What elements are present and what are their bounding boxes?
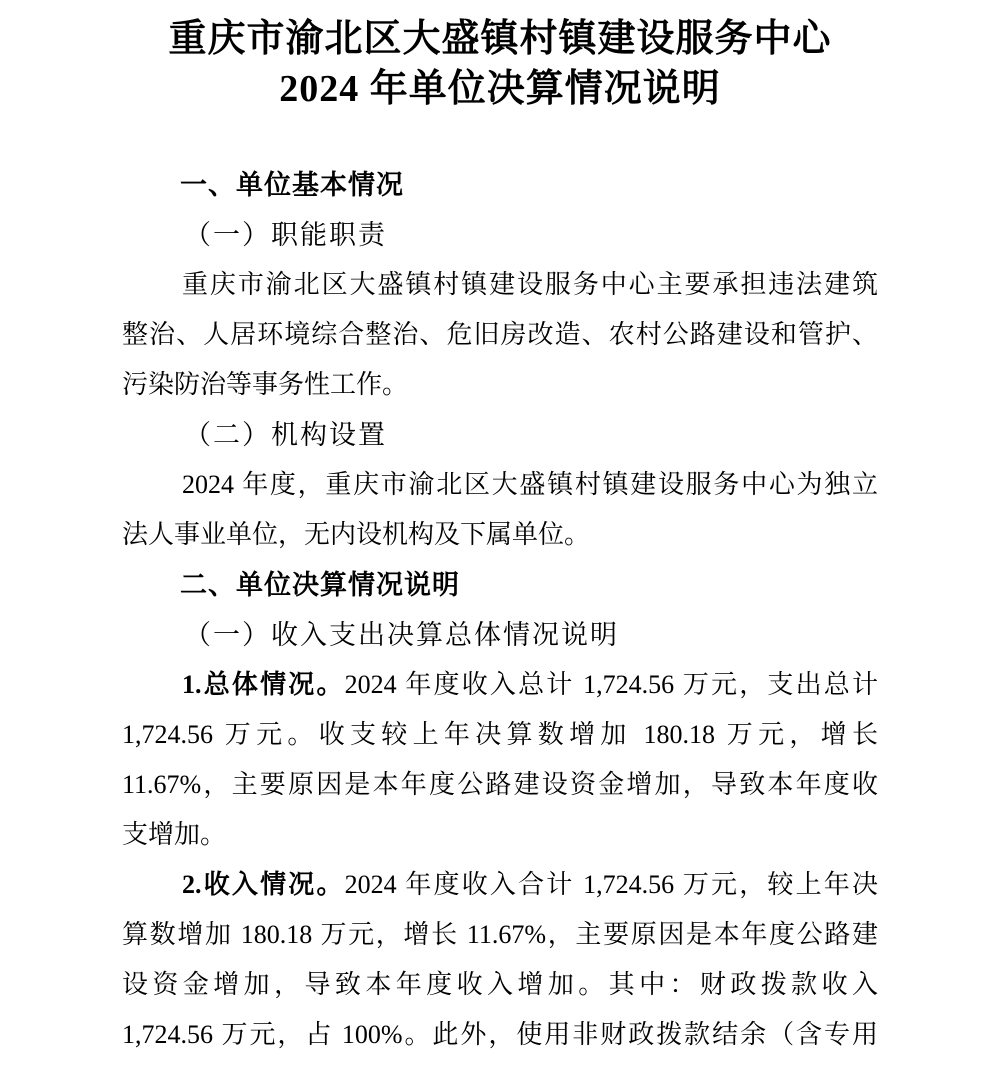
text-run: 支增加。 xyxy=(122,820,227,849)
text-line xyxy=(122,660,878,710)
text-run: 设资金增加，导致本年度收入增加。其中：财政拨款收入 xyxy=(122,970,878,999)
text-line xyxy=(122,460,878,510)
text-line xyxy=(122,360,878,410)
text-line xyxy=(122,710,878,760)
text-line xyxy=(122,760,878,810)
document-body xyxy=(122,160,878,1060)
paragraph xyxy=(122,860,878,1060)
sub-heading: （一）职能职责 xyxy=(184,220,387,250)
section-heading: 一、单位基本情况 xyxy=(180,170,404,200)
title-line-1: 重庆市渝北区大盛镇村镇建设服务中心 xyxy=(168,18,832,60)
text-run: 污染防治等事务性工作。 xyxy=(122,370,409,399)
title-line-2: 2024 年单位决算情况说明 xyxy=(279,68,721,110)
sub-heading: （二）机构设置 xyxy=(184,420,387,450)
section-heading: 二、单位决算情况说明 xyxy=(180,570,460,600)
text-line xyxy=(122,960,878,1010)
text-run: 1,724.56 万元。收支较上年决算数增加 180.18 万元，增长 xyxy=(122,720,878,749)
text-run: 2024 年度，重庆市渝北区大盛镇村镇建设服务中心为独立 xyxy=(182,470,878,499)
bold-run: 2.收入情况。 xyxy=(182,870,345,899)
text-line xyxy=(122,260,878,310)
text-line xyxy=(122,810,878,860)
document-title xyxy=(0,0,1000,114)
sub-heading: （一）收入支出决算总体情况说明 xyxy=(184,620,619,650)
text-run: 法人事业单位，无内设机构及下属单位。 xyxy=(122,520,591,549)
text-run: 1,724.56 万元，占 100%。此外，使用非财政拨款结余（含专用 xyxy=(122,1020,878,1049)
paragraph xyxy=(122,260,878,410)
paragraph xyxy=(122,660,878,860)
text-line xyxy=(122,910,878,960)
text-line xyxy=(122,510,878,560)
text-run: 重庆市渝北区大盛镇村镇建设服务中心主要承担违法建筑 xyxy=(182,270,878,299)
text-line xyxy=(122,860,878,910)
text-line xyxy=(122,1010,878,1060)
bold-run: 1.总体情况。 xyxy=(182,670,345,699)
text-run: 2024 年度收入总计 1,724.56 万元，支出总计 xyxy=(344,670,878,699)
text-run: 算数增加 180.18 万元，增长 11.67%，主要原因是本年度公路建 xyxy=(122,920,878,949)
text-run: 整治、人居环境综合整治、危旧房改造、农村公路建设和管护、 xyxy=(122,320,878,349)
text-line xyxy=(122,310,878,360)
text-run: 2024 年度收入合计 1,724.56 万元，较上年决 xyxy=(344,870,878,899)
paragraph xyxy=(122,460,878,560)
text-run: 11.67%，主要原因是本年度公路建设资金增加，导致本年度收 xyxy=(122,770,878,799)
